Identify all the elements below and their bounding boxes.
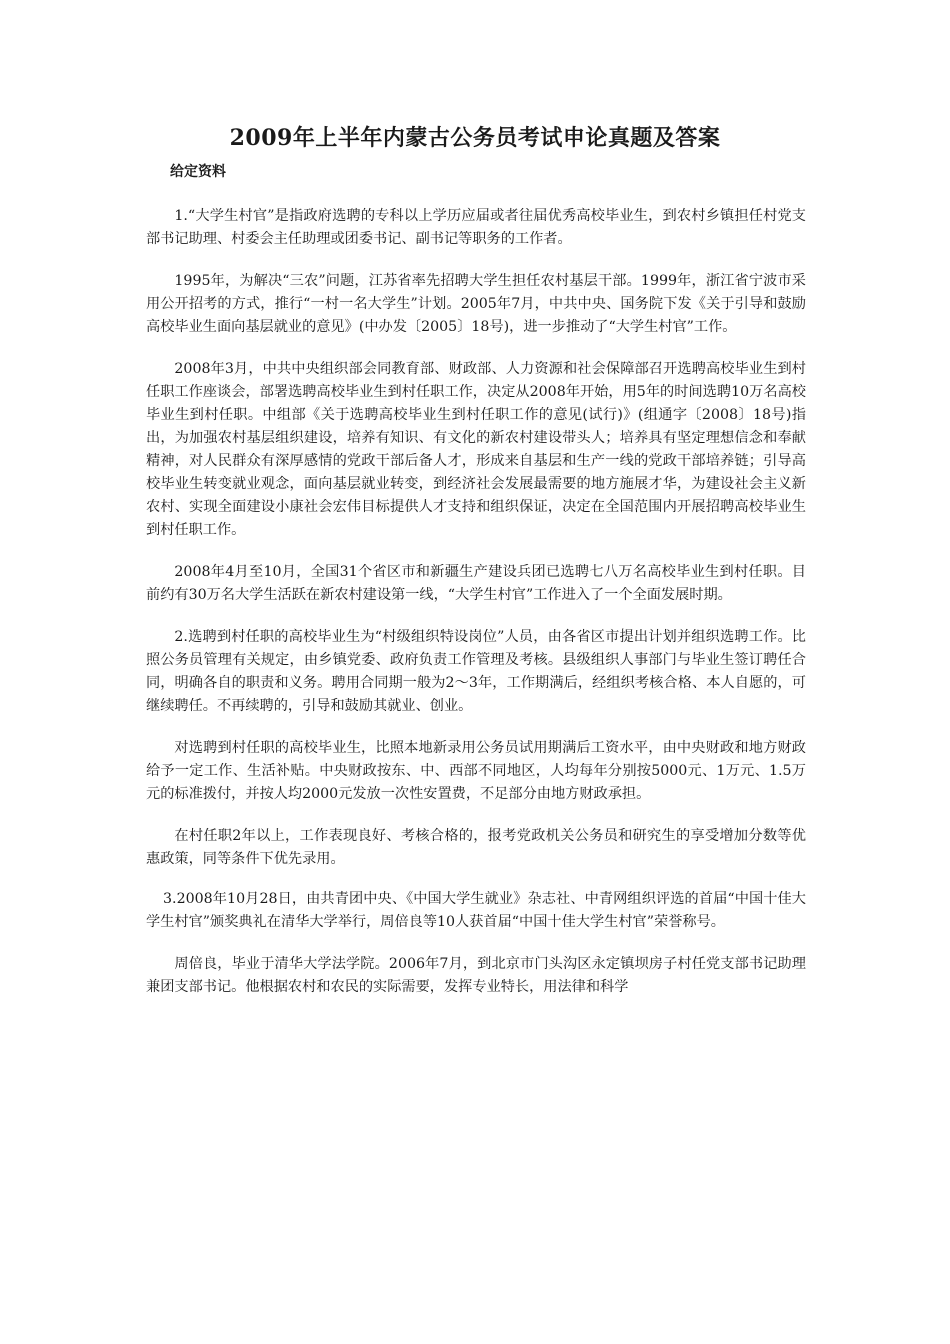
document-title: 2009年上半年内蒙古公务员考试申论真题及答案 [229,125,721,151]
paragraph-5: 2.选聘到村任职的高校毕业生为“村级组织特设岗位”人员，由各省区市提出计划并组织选聘工作。比照公务员管理有关规定，由乡镇党委、政府负责工作管理及考核。县级组织人事部门与毕业生签订聘任合同，明确各自的职责和义务。聘用合同期一般为2～3年，工作期满后，经组织考核合格、本人自愿的，可继续聘任。不再续聘的，引导和鼓励其就业、创业。 [146,629,806,714]
paragraph-3: 2008年3月，中共中央组织部会同教育部、财政部、人力资源和社会保障部召开选聘高校毕业生到村任职工作座谈会，部署选聘高校毕业生到村任职工作，决定从2008年开始，用5年的时间选聘10万名高校毕业生到村任职。中组部《关于选聘高校毕业生到村任职工作的意见(试行)》(组通字〔2008〕18号)指出，为加强农村基层组织建设，培养有知识、有文化的新农村建设带头人；培养具有坚定理想信念和奉献精神，对人民群众有深厚感情的党政干部后备人才，形成来自基层和生产一线的党政干部培养链；引导高校毕业生转变就业观念，面向基层就业转变，到经济社会发展最需要的地方施展才华，为建设社会主义新农村、实现全面建设小康社会宏伟目标提供人才支持和组织保证，决定在全国范围内开展招聘高校毕业生到村任职工作。 [146,361,806,538]
paragraph-6: 对选聘到村任职的高校毕业生，比照本地新录用公务员试用期满后工资水平，由中央财政和地方财政给予一定工作、生活补贴。中央财政按东、中、西部不同地区，人均每年分别按5000元、1万元、1.5万元的标准拨付，并按人均2000元发放一次性安置费，不足部分由地方财政承担。 [146,740,806,802]
body-text [146,205,806,1018]
paragraph-4: 2008年4月至10月，全国31个省区市和新疆生产建设兵团已选聘七八万名高校毕业生到村任职。目前约有30万名大学生活跃在新农村建设第一线，“大学生村官”工作进入了一个全面发展时期。 [146,564,806,603]
section-label: 给定资料 [170,164,226,180]
paragraph-1: 1.“大学生村官”是指政府选聘的专科以上学历应届或者往届优秀高校毕业生，到农村乡镇担任村党支部书记助理、村委会主任助理或团委书记、副书记等职务的工作者。 [146,208,806,247]
paragraph-8: 3.2008年10月28日，由共青团中央、《中国大学生就业》杂志社、中青网组织评选的首届“中国十佳大学生村官”颁奖典礼在清华大学举行，周倍良等10人获首届“中国十佳大学生村官”荣誉称号。 [146,891,806,930]
paragraph-7: 在村任职2年以上，工作表现良好、考核合格的，报考党政机关公务员和研究生的享受增加分数等优惠政策，同等条件下优先录用。 [146,828,806,867]
paragraph-2: 1995年，为解决“三农”问题，江苏省率先招聘大学生担任农村基层干部。1999年，浙江省宁波市采用公开招考的方式，推行“一村一名大学生”计划。2005年7月，中共中央、国务院下发《关于引导和鼓励高校毕业生面向基层就业的意见》(中办发〔2005〕18号)，进一步推动了“大学生村官”工作。 [146,273,806,335]
paragraph-9: 周倍良，毕业于清华大学法学院。2006年7月，到北京市门头沟区永定镇坝房子村任党支部书记助理兼团支部书记。他根据农村和农民的实际需要，发挥专业特长，用法律和科学 [146,956,806,995]
